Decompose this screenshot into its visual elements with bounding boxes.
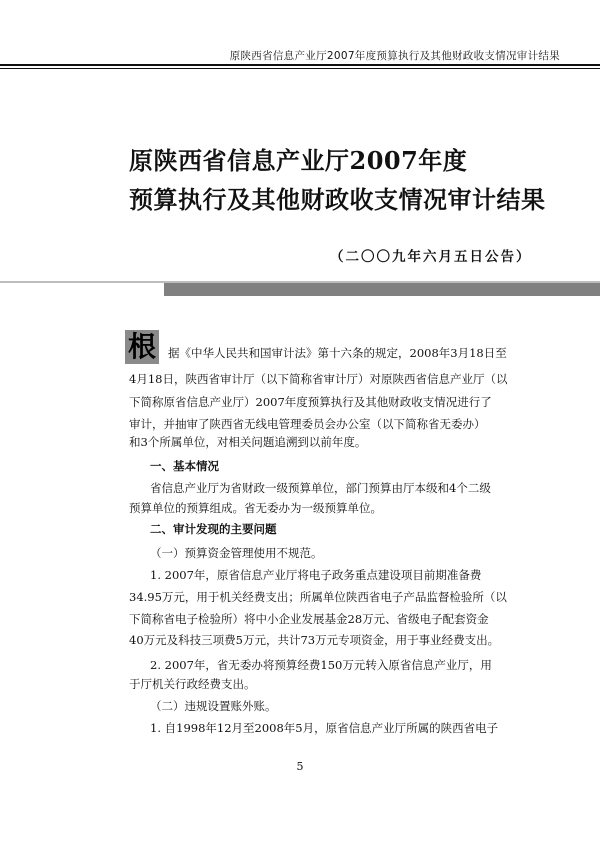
title-line-1: 原陕西省信息产业厅2007年度 xyxy=(129,146,468,175)
divider-bar xyxy=(164,283,600,296)
subheading-2: （二）违规设置账外账。 xyxy=(150,699,277,713)
drop-cap: 根 xyxy=(125,330,159,364)
paragraph-line: 于厅机关行政经费支出。 xyxy=(129,677,256,691)
intro-line: 4月18日，陕西省审计厅（以下简称省审计厅）对原陕西省信息产业厅（以 xyxy=(129,372,508,386)
intro-line: 据《中华人民共和国审计法》第十六条的规定，2008年3月18日至 xyxy=(168,346,507,360)
paragraph-line: 1. 自1998年12月至2008年5月，原省信息产业厅所属的陕西省电子 xyxy=(150,721,499,735)
header-rule xyxy=(0,64,600,66)
paragraph-line: 2. 2007年，省无委办将预算经费150万元转入原省信息产业厅，用 xyxy=(150,658,492,672)
intro-line: 审计，并抽审了陕西省无线电管理委员会办公室（以下简称省无委办） xyxy=(129,417,486,431)
section-heading-1: 一、基本情况 xyxy=(150,459,219,473)
intro-line: 和3个所属单位，对相关问题追溯到以前年度。 xyxy=(129,435,367,449)
title-line-2: 预算执行及其他财政收支情况审计结果 xyxy=(129,185,546,214)
paragraph-line: 40万元及科技三项费5万元，共计73万元专项资金，用于事业经费支出。 xyxy=(129,633,500,647)
paragraph-line: 34.95万元，用于机关经费支出；所属单位陕西省电子产品监督检验所（以 xyxy=(129,590,507,604)
section-heading-2: 二、审计发现的主要问题 xyxy=(150,522,277,536)
paragraph-line: 下简称省电子检验所）将中小企业发展基金28万元、省级电子配套资金 xyxy=(129,612,489,626)
paragraph-line: 省信息产业厅为省财政一级预算单位，部门预算由厅本级和4个二级 xyxy=(150,481,491,495)
header-rule-thin xyxy=(0,68,600,69)
running-head: 原陕西省信息产业厅2007年度预算执行及其他财政收支情况审计结果 xyxy=(229,50,560,62)
announcement-date: （二〇〇九年六月五日公告） xyxy=(330,249,532,265)
paragraph-line: 预算单位的预算组成。省无委办为一级预算单位。 xyxy=(129,501,382,515)
paragraph-line: 1. 2007年，原省信息产业厅将电子政务重点建设项目前期准备费 xyxy=(150,568,482,582)
intro-line: 下简称原省信息产业厅）2007年度预算执行及其他财政收支情况进行了 xyxy=(129,395,492,409)
subheading-1: （一）预算资金管理使用不规范。 xyxy=(150,546,323,560)
page-number: 5 xyxy=(296,760,304,773)
